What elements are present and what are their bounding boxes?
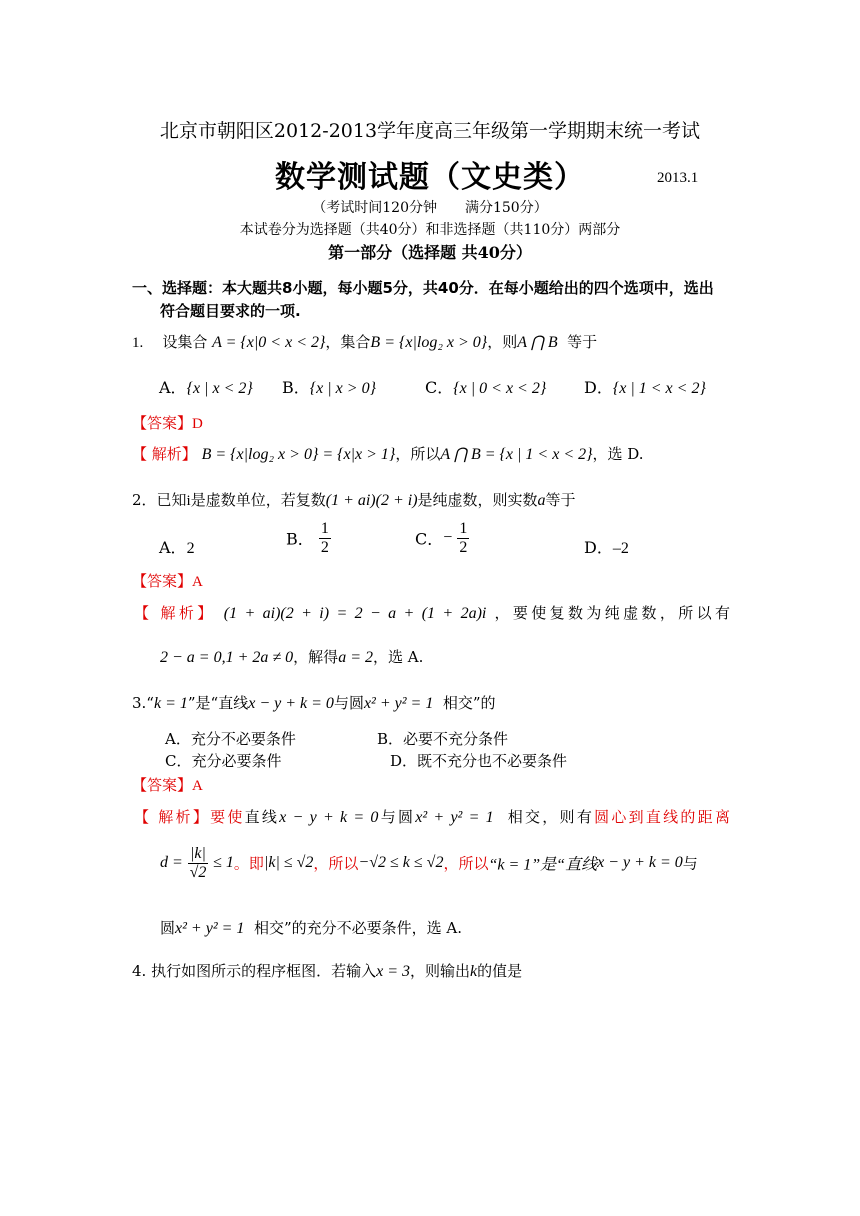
section-instructions-line2: 符合题目要求的一项.: [160, 302, 301, 320]
q1-end: 等于: [567, 333, 598, 351]
q1-number: 1.: [132, 335, 144, 351]
exam-date: 2013.1: [657, 170, 699, 186]
section-instructions-line1: 一、选择题：本大题共8小题，每小题5分，共40分．在每小题给出的四个选项中，选出: [132, 279, 714, 297]
q2-option-c: C．− $\frac{1}{2}$: [415, 520, 468, 556]
exam-title: 北京市朝阳区2012-2013学年度高三年级第一学期期末统一考试: [159, 120, 701, 142]
q1-analysis-label: 【 解析】: [132, 445, 197, 463]
q1-option-a: A．{x | x < 2}: [159, 378, 253, 397]
q2-option-d: D．–2: [584, 538, 629, 557]
q1-set-b: B = {x|log₂ x > 0}: [370, 334, 488, 351]
q3-analysis-line1: 【 解析】要使直线x − y + k = 0与圆x² + y² = 1 相交，则有圆心到直线的距离: [134, 808, 730, 826]
q2-option-c-fraction: $\frac{1}{2}$: [459, 520, 468, 556]
subject-title: 数学测试题（文史类）: [275, 160, 585, 195]
q3-analysis-line3: 圆x² + y² = 1 相交”的充分不必要条件，选 A.: [160, 919, 462, 937]
q3-option-a: A．充分不必要条件: [165, 730, 296, 748]
exam-info: （考试时间120分钟 满分150分）: [312, 200, 548, 216]
q1-option-d: D．{x | 1 < x < 2}: [584, 378, 706, 397]
q2-option-b: B． $\frac{1}{2}$: [286, 520, 329, 556]
q1-lead: 设集合: [162, 333, 208, 351]
q2-analysis-line2: 2 − a = 0,1 + 2a ≠ 0，解得a = 2，选 A.: [160, 648, 424, 666]
q1-answer: 【答案】D: [132, 414, 203, 432]
question-1: [132, 331, 597, 352]
q2-answer: 【答案】A: [132, 572, 203, 590]
q1-option-b: B．{x | x > 0}: [282, 378, 376, 397]
q1-analysis: 【 解析】 B = {x|log₂ x > 0} = {x|x > 1}，所以A ⋂ B = {x | 1 < x < 2}，选 D.: [132, 445, 644, 463]
exam-structure: 本试卷分为选择题（共40分）和非选择题（共110分）两部分: [239, 222, 621, 238]
q1-mid: ，集合: [325, 333, 371, 351]
q3-distance-fraction: $\frac{|k|}{√2}$: [189, 845, 207, 881]
q2-option-a: A．2: [159, 538, 195, 557]
part1-heading: 第一部分（选择题 共40分）: [328, 243, 532, 262]
q3-option-c: C．充分必要条件: [165, 752, 282, 770]
question-3: 3.“k = 1”是“直线x − y + k = 0与圆x² + y² = 1 相交”的: [132, 694, 496, 712]
q3-option-b: B．必要不充分条件: [377, 730, 509, 748]
q1-expr: A ⋂ B: [517, 334, 558, 351]
q2-analysis-line1: 【 解析】 (1 + ai)(2 + i) = 2 − a + (1 + 2a)i ，要使复数为纯虚数，所以有: [134, 604, 730, 622]
question-2: 2．已知i是虚数单位，若复数(1 + ai)(2 + i)是纯虚数，则实数a等于: [132, 491, 576, 509]
question-4: 4. 执行如图所示的程序框图．若输入x = 3，则输出k的值是: [132, 962, 523, 980]
q1-tail: ，则: [487, 333, 518, 351]
q3-option-d: D．既不充分也不必要条件: [390, 752, 568, 770]
q2-option-b-fraction: $\frac{1}{2}$: [320, 520, 329, 556]
q1-option-c: C．{x | 0 < x < 2}: [425, 378, 547, 397]
q1-set-a: A = {x|0 < x < 2}: [212, 334, 326, 351]
q3-analysis-line2: d = $\frac{|k|}{√2}$ ≤ 1。即|k| ≤ √2，所以−√2 ≤ k ≤ √2，所以“k = 1”是“直线x − y + k = 0与: [160, 845, 698, 881]
q3-answer: 【答案】A: [132, 776, 203, 794]
